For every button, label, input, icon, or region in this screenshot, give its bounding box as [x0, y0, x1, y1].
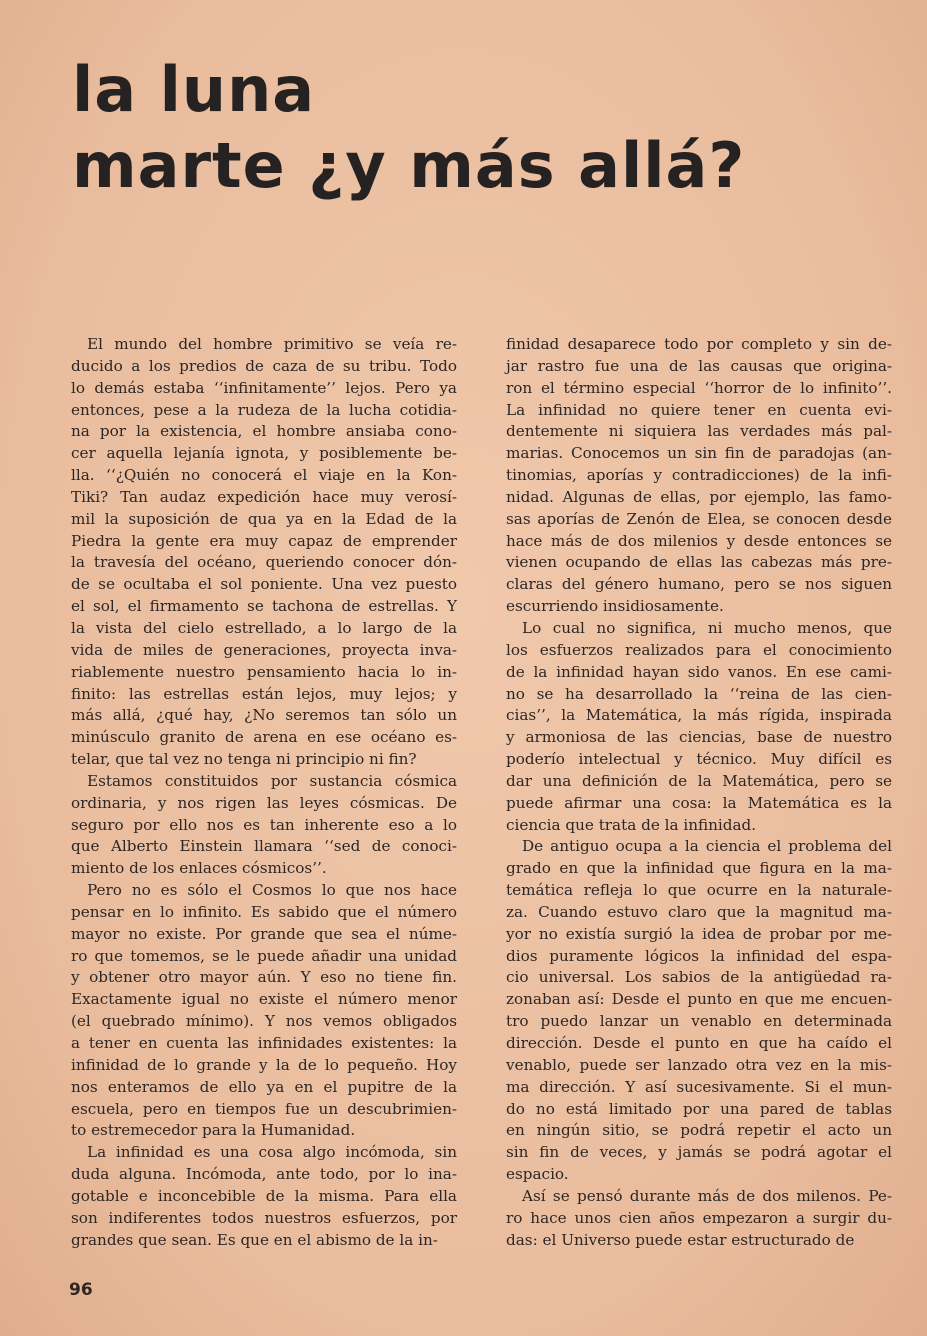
text-line: son indiferentes todos nuestros esfuerzos, por — [71, 1208, 457, 1227]
text-line: ducido a los predios de caza de su tribu. Todo — [71, 356, 457, 375]
text-line: das: el Universo puede estar estructurado de — [506, 1230, 855, 1249]
text-line: sas aporías de Zenón de Elea, se conocen desde — [506, 509, 892, 528]
text-line: duda alguna. Incómoda, ante todo, por lo ina- — [71, 1165, 457, 1184]
text-line: Exactamente igual no existe el número menor — [71, 990, 457, 1009]
text-line: dirección. Desde el punto en que ha caído el — [506, 1034, 892, 1052]
text-line: minúsculo granito de arena en ese océano es- — [71, 728, 457, 747]
text-line: La infinidad no quiere tener en cuenta evi- — [506, 400, 892, 419]
text-line: ordinaria, y nos rigen las leyes cósmicas. De — [71, 793, 457, 812]
text-line: ron el término especial ‘‘horror de lo infinito’’. — [506, 378, 892, 397]
text-line: que Alberto Einstein llamara ‘‘sed de conoci- — [71, 837, 457, 856]
title-line-1: la luna — [72, 53, 316, 126]
text-line: los esfuerzos realizados para el conocimiento — [506, 640, 892, 659]
left-text-column — [71, 334, 457, 1251]
text-line: miento de los enlaces cósmicos’’. — [71, 859, 327, 878]
text-line: ciencia que trata de la infinidad. — [506, 815, 757, 834]
text-line: tro puedo lanzar un venablo en determinada — [506, 1012, 892, 1031]
text-line: Piedra la gente era muy capaz de emprender — [71, 531, 457, 550]
text-line: ro hace unos cien años empezaron a surgir du- — [506, 1208, 892, 1227]
text-line: de la infinidad hayan sido vanos. En ese cami- — [506, 662, 892, 681]
text-line: pensar en lo infinito. Es sabido que el número — [71, 902, 457, 921]
text-line: De antiguo ocupa a la ciencia el problema del — [522, 837, 892, 856]
text-line: nidad. Algunas de ellas, por ejemplo, las famo- — [506, 487, 892, 506]
text-line: (el quebrado mínimo). Y nos vemos obligados — [71, 1012, 457, 1031]
text-line: mayor no existe. Por grande que sea el núme- — [71, 924, 457, 943]
text-line: do no está limitado por una pared de tablas — [506, 1099, 892, 1118]
article-title — [72, 52, 745, 204]
text-line: grado en que la infinidad que figura en la ma- — [506, 859, 892, 878]
text-line: riablemente nuestro pensamiento hacia lo in- — [71, 662, 457, 681]
text-line: marias. Conocemos un sin fin de paradojas (an- — [506, 444, 892, 463]
text-line: más allá, ¿qué hay, ¿No seremos tan sólo un — [71, 706, 457, 725]
text-line: ro que tomemos, se le puede añadir una unidad — [71, 946, 457, 965]
text-line: temática refleja lo que ocurre en la naturale- — [506, 881, 892, 900]
text-line: Así se pensó durante más de dos milenos. Pe- — [522, 1186, 892, 1205]
text-line: escuela, pero en tiempos fue un descubrimien- — [71, 1099, 457, 1118]
text-line: La infinidad es una cosa algo incómoda, sin — [87, 1143, 457, 1162]
text-line: dentemente ni siquiera las verdades más pal- — [506, 422, 892, 441]
text-line: vida de miles de generaciones, proyecta inva- — [71, 640, 457, 659]
text-line: finidad desaparece todo por completo y sin de- — [506, 335, 892, 353]
text-line: el sol, el firmamento se tachona de estrellas. Y — [71, 597, 457, 616]
text-line: en ningún sitio, se podrá repetir el acto un — [506, 1121, 892, 1140]
text-line: hace más de dos milenios y desde entonces se — [506, 531, 892, 550]
text-line: zonaban así: Desde el punto en que me encuen- — [506, 990, 892, 1009]
text-line: poderío intelectual y técnico. Muy difícil es — [506, 750, 892, 769]
text-line: cer aquella lejanía ignota, y posiblemente be- — [71, 444, 457, 463]
text-line: venablo, puede ser lanzado otra vez en la mis- — [506, 1055, 892, 1074]
text-line: seguro por ello nos es tan inherente eso a lo — [71, 815, 457, 834]
text-line: la travesía del océano, queriendo conocer dón- — [71, 553, 457, 572]
text-line: Pero no es sólo el Cosmos lo que nos hace — [87, 881, 457, 900]
text-line: jar rastro fue una de las causas que origina- — [506, 356, 892, 375]
text-line: dar una definición de la Matemática, pero se — [506, 771, 892, 790]
right-text-column — [506, 334, 892, 1251]
text-line: espacio. — [506, 1165, 569, 1184]
text-line: y armoniosa de las ciencias, base de nuestro — [506, 728, 892, 747]
text-line: puede afirmar una cosa: la Matemática es la — [506, 793, 892, 812]
text-line: Tiki? Tan audaz expedición hace muy verosí- — [71, 487, 457, 506]
text-line: dios puramente lógicos la infinidad del espa- — [506, 946, 892, 965]
text-line: nos enteramos de ello ya en el pupitre de la — [71, 1077, 457, 1096]
text-line: yor no existía surgió la idea de probar por me- — [506, 924, 892, 943]
text-line: lla. ‘‘¿Quién no conocerá el viaje en la Kon- — [71, 466, 457, 485]
text-line: a tener en cuenta las infinidades existentes: la — [71, 1034, 457, 1052]
text-line: claras del género humano, pero se nos siguen — [506, 575, 892, 594]
page-number: 96 — [69, 1280, 93, 1300]
text-line: ma dirección. Y así sucesivamente. Si el mun- — [506, 1077, 892, 1096]
text-line: cias’’, la Matemática, la más rígida, inspirada — [506, 706, 892, 725]
text-line: sin fin de veces, y jamás se podrá agotar el — [506, 1143, 892, 1162]
text-line: cio universal. Los sabios de la antigüedad ra- — [506, 968, 892, 987]
title-line-2: marte ¿y más allá? — [72, 129, 746, 202]
text-line: y obtener otro mayor aún. Y eso no tiene fin. — [71, 968, 457, 987]
text-line: mil la suposición de qua ya en la Edad de la — [71, 509, 457, 528]
text-line: to estremecedor para la Humanidad. — [71, 1121, 356, 1140]
text-line: El mundo del hombre primitivo se veía re- — [87, 335, 457, 353]
text-line: telar, que tal vez no tenga ni principio ni fin? — [71, 750, 417, 769]
text-line: gotable e inconcebible de la misma. Para ella — [71, 1186, 457, 1205]
text-line: escurriendo insidiosamente. — [506, 597, 724, 616]
text-line: Estamos constituidos por sustancia cósmica — [87, 771, 457, 790]
text-line: entonces, pese a la rudeza de la lucha cotidia- — [71, 400, 457, 419]
text-line: vienen ocupando de ellas las cabezas más pre- — [506, 553, 892, 572]
text-line: finito: las estrellas están lejos, muy lejos; y — [71, 684, 457, 703]
text-line: no se ha desarrollado la ‘‘reina de las cien- — [506, 684, 892, 703]
text-line: Lo cual no significa, ni mucho menos, que — [522, 618, 892, 637]
text-line: grandes que sean. Es que en el abismo de la in- — [71, 1230, 438, 1249]
text-line: na por la existencia, el hombre ansiaba cono- — [71, 422, 457, 441]
text-line: lo demás estaba ‘‘infinitamente’’ lejos. Pero ya — [71, 378, 457, 397]
text-line: de se ocultaba el sol poniente. Una vez puesto — [71, 575, 457, 594]
text-line: infinidad de lo grande y la de lo pequeño. Hoy — [71, 1055, 457, 1074]
text-line: tinomias, aporías y contradicciones) de la infi- — [506, 466, 892, 485]
text-line: la vista del cielo estrellado, a lo largo de la — [71, 618, 457, 637]
text-line: za. Cuando estuvo claro que la magnitud ma- — [506, 902, 892, 921]
